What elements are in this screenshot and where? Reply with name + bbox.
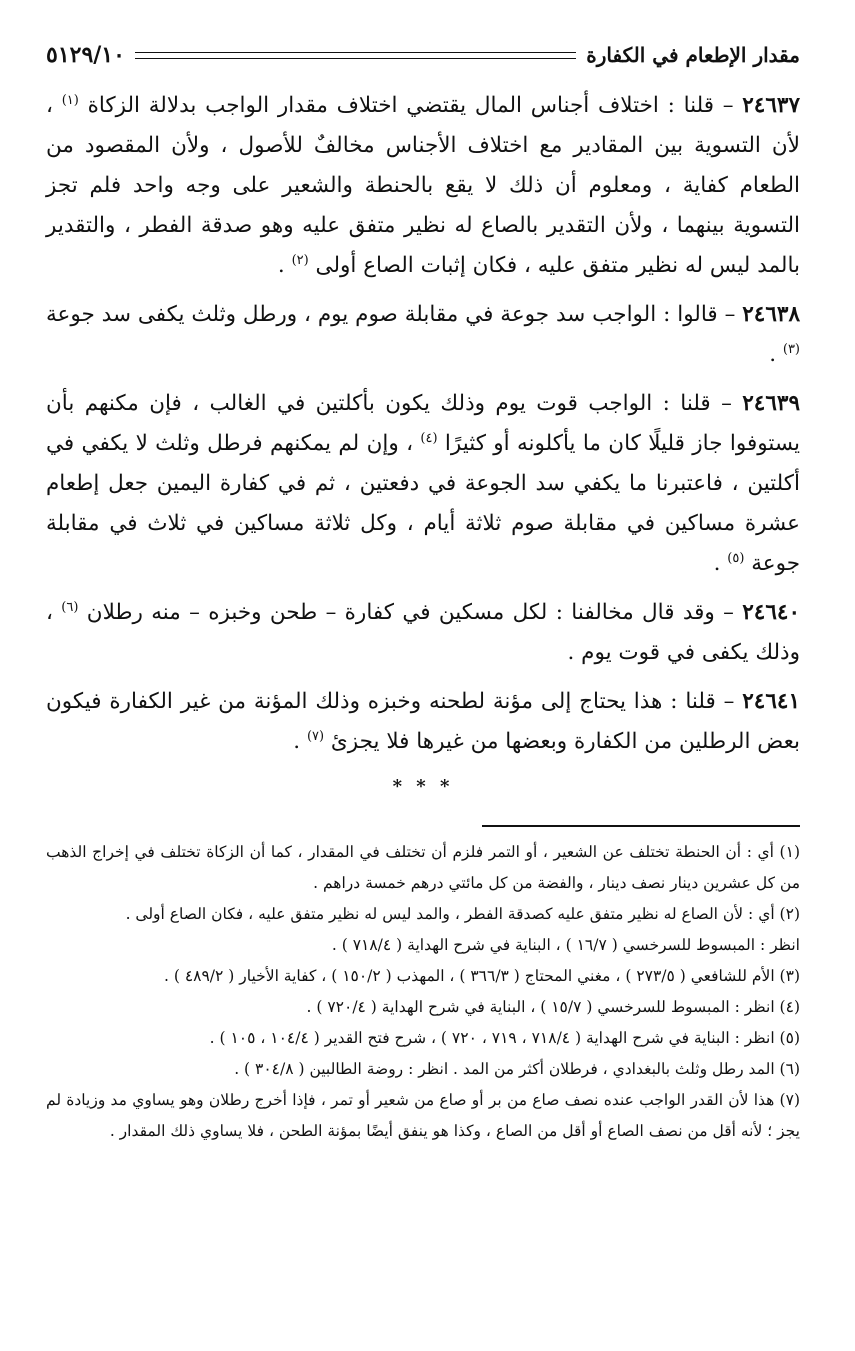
paragraph-text: ، لأن التسوية بين المقادير مع اختلاف الأجناس مخالفٌ للأصول ، ولأن المقصود من الطعام كفاية ، ومعلوم أن ذلك لا يقع بالحنطة والشعير على وجه واحد فلم تجز التسوية بينهما ، ولأن التقدير بالصاع له نظير متفق عليه وهو صدقة الفطر ، والتقدير بالمد ليس له نظير متفق عليه ، فكان إثبات الصاع أولى <box>46 93 800 278</box>
footnote-7: (٧) هذا لأن القدر الواجب عنده نصف صاع من بر أو صاع من شعير أو تمر ، فإذا أخرج رطلان وهو يساوي مد وزيادة لم يجز ؛ لأنه أقل من نصف الصاع أو أقل من الصاع ، وكذا هو ينفق أيضًا بمؤنة الطحن ، فلا يساوي ذلك المقدار . <box>46 1091 800 1140</box>
paragraph-text: . <box>769 342 783 367</box>
footnote-ref: (٧) <box>306 728 325 744</box>
paragraph-text: ، وذلك يكفى في قوت يوم . <box>46 600 800 665</box>
page-header <box>46 38 800 72</box>
paragraph-text: ، وإن لم يمكنهم فرطل وثلث لا يكفي في أكلتين ، فاعتبرنا ما يكفي سد الجوعة في دفعتين ، ثم في كفارة اليمين جعل إطعام عشرة مساكين في مقابلة صوم ثلاثة أيام ، وكل ثلاثة مساكين في ثلاث في مقابلة جوعة <box>46 431 800 576</box>
paragraph-number: ٢٤٦٣٧ <box>742 93 800 118</box>
paragraph-24641 <box>46 682 800 762</box>
paragraph-text: – قلنا : هذا يحتاج إلى مؤنة لطحنه وخبزه وذلك المؤنة من غير الكفارة فيكون بعض الرطلين من الكفارة وبعضها من غيرها فلا يجزئ <box>46 689 800 754</box>
paragraph-24638 <box>46 295 800 375</box>
paragraph-text: . <box>277 253 292 278</box>
footnote-ref: (٣) <box>782 341 800 357</box>
running-title: مقدار الإطعام في الكفارة <box>586 43 800 67</box>
footnote-ref: (٦) <box>61 599 79 615</box>
page-reference: ٥١٢٩/١٠ <box>46 42 125 68</box>
footnote-2: (٢) أي : لأن الصاع له نظير متفق عليه كصدقة الفطر ، والمد ليس له نظير متفق عليه ، فكان الصاع أولى . <box>125 905 800 923</box>
footnote-3: (٣) الأم للشافعي ( ٢٧٣/٥ ) ، مغني المحتاج ( ٣٦٦/٣ ) ، المهذب ( ١٥٠/٢ ) ، كفاية الأخيار ( ٤٨٩/٢ ) . <box>164 967 800 985</box>
paragraph-text: – قلنا : الواجب قوت يوم وذلك يكون بأكلتين في الغالب ، فإن مكنهم بأن يستوفوا جاز قليلًا كان ما يأكلونه أو كثيرًا <box>46 391 800 456</box>
footnote-6: (٦) المد رطل وثلث بالبغدادي ، فرطلان أكثر من المد . انظر : روضة الطالبين ( ٣٠٤/٨ ) . <box>234 1060 800 1078</box>
paragraph-number: ٢٤٦٣٩ <box>742 391 800 416</box>
paragraph-24639 <box>46 384 800 584</box>
footnote-rule <box>482 825 800 827</box>
paragraph-24640 <box>46 593 800 673</box>
footnote-2-source: انظر : المبسوط للسرخسي ( ١٦/٧ ) ، البناية في شرح الهداية ( ٧١٨/٤ ) . <box>331 936 800 954</box>
section-separator: * * * <box>392 776 454 797</box>
footnotes <box>46 837 800 1147</box>
footnote-4: (٤) انظر : المبسوط للسرخسي ( ١٥/٧ ) ، البناية في شرح الهداية ( ٧٢٠/٤ ) . <box>306 998 800 1016</box>
paragraph-number: ٢٤٦٤٠ <box>742 600 800 625</box>
footnote-ref: (١) <box>61 92 79 108</box>
footnote-ref: (٢) <box>291 252 309 268</box>
footnote-5: (٥) انظر : البناية في شرح الهداية ( ٧١٨/٤ ، ٧١٩ ، ٧٢٠ ) ، شرح فتح القدير ( ١٠٤/٤ ، ١٠٥ ) . <box>209 1029 800 1047</box>
footnote-1: (١) أي : أن الحنطة تختلف عن الشعير ، أو التمر فلزم أن تختلف في المقدار ، كما أن الزكاة تختلف في إخراج الذهب من كل عشرين دينار نصف دينار ، والفضة من كل مائتي درهم خمسة دراهم . <box>46 843 800 892</box>
footnote-ref: (٤) <box>420 430 438 446</box>
paragraph-text: . <box>713 551 728 576</box>
header-rule <box>135 52 576 59</box>
footnote-ref: (٥) <box>727 550 745 566</box>
paragraph-text: . <box>293 729 307 754</box>
paragraph-text: – قلنا : اختلاف أجناس المال يقتضي اختلاف مقدار الواجب بدلالة الزكاة <box>78 93 743 118</box>
paragraph-text: – قالوا : الواجب سد جوعة في مقابلة صوم يوم ، ورطل وثلث يكفى سد جوعة <box>46 302 743 327</box>
main-text <box>46 86 800 762</box>
paragraph-number: ٢٤٦٣٨ <box>742 302 800 327</box>
paragraph-24637 <box>46 86 800 286</box>
paragraph-number: ٢٤٦٤١ <box>742 689 800 714</box>
paragraph-text: – وقد قال مخالفنا : لكل مسكين في كفارة – طحن وخبزه – منه رطلان <box>78 600 743 625</box>
